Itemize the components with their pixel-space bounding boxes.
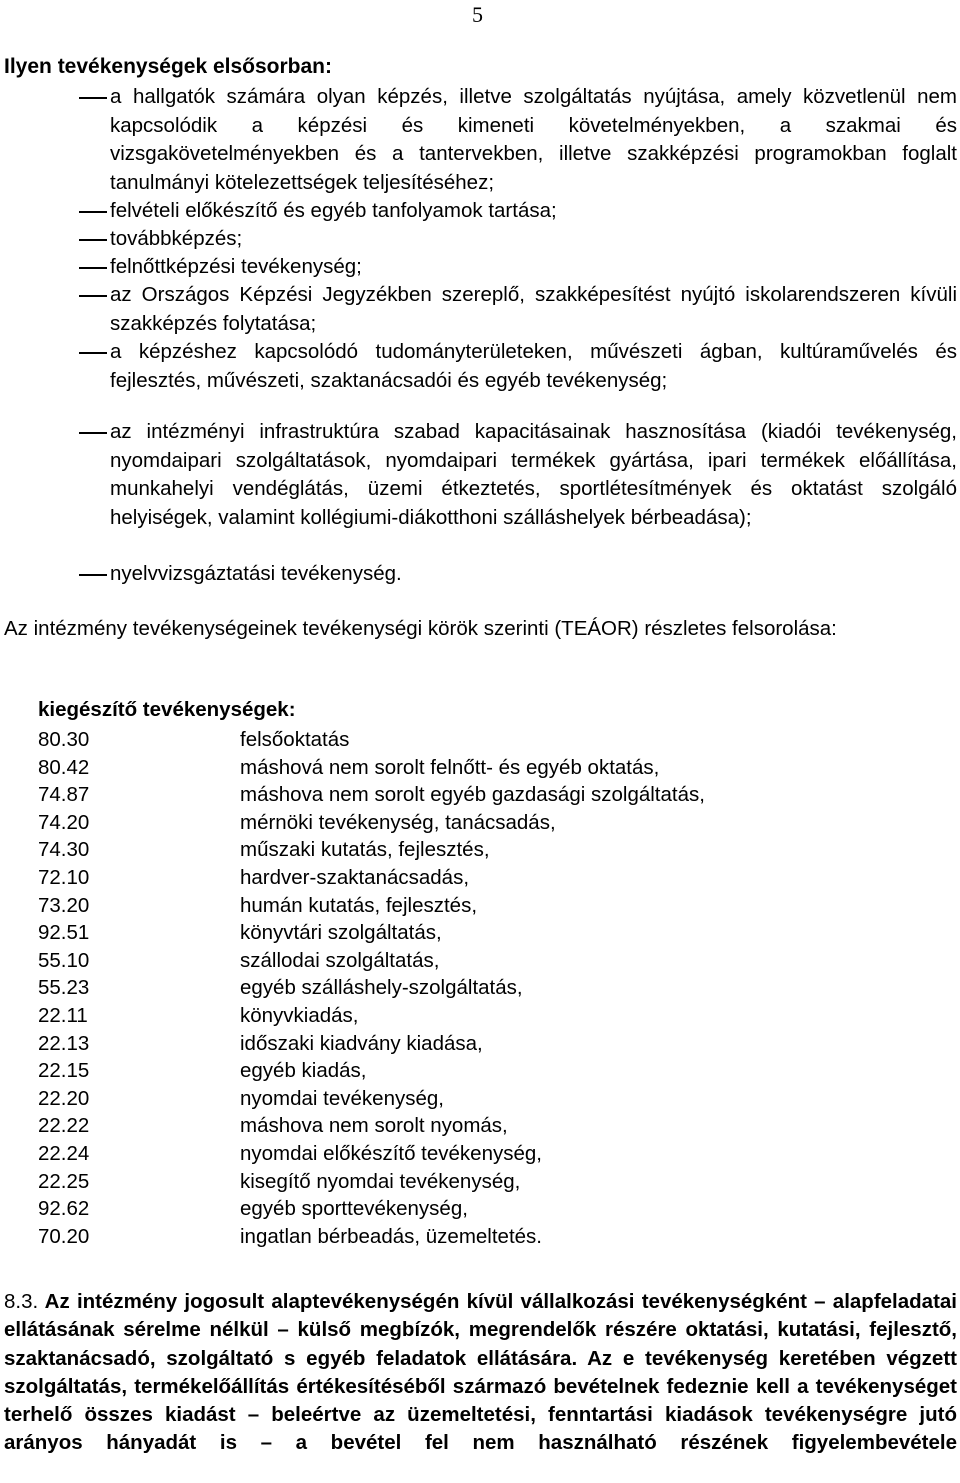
dash-icon <box>79 352 107 354</box>
activity-description: máshová nem sorolt felnőtt- és egyéb oktatás, <box>240 755 660 779</box>
activity-code: 73.20 <box>38 893 90 917</box>
dash-icon <box>79 211 107 213</box>
activity-code: 74.87 <box>38 783 90 807</box>
activity-description: nyomdai tevékenység, <box>240 1086 444 1110</box>
list-item-text: az intézményi infrastruktúra szabad kapacitásainak hasznosítása (kiadói tevékenység, nyomdaipari szolgáltatások, nyomdaipari termékek gyártása, ipari termékek előállítása, munkahelyi vendéglátás, üzemi étkeztetés, sportlétesítmények és oktatást szolgáló helyiségek, valamint kollégiumi-diákotthoni szálláshelyek bérbeadása); <box>110 420 957 529</box>
dash-icon <box>79 432 107 434</box>
activity-description: egyéb kiadás, <box>240 1059 367 1083</box>
dash-icon <box>79 295 107 297</box>
page-number: 5 <box>472 2 483 27</box>
activity-description: felsőoktatás <box>240 728 350 751</box>
activity-description: egyéb szálláshely-szolgáltatás, <box>240 976 523 1000</box>
section-number: 8.3. <box>4 1290 39 1313</box>
activity-code: 92.62 <box>38 1197 90 1221</box>
list-item-text: felvételi előkészítő és egyéb tanfolyamok tartása; <box>110 199 557 222</box>
section-text: Az intézmény jogosult alaptevékenységén kívül vállalkozási tevékenységként – alapfeladatai ellátásának sérelme nélkül – külső megbízók, megrendelők részére oktatási, kutatási, fejlesztő, szaktanácsadó, szolgáltató s egyéb feladatok ellátására. Az e tevékenység keretében végzett szolgáltatás, termékelőállítás értékesítéséből származó bevételnek fedeznie kell a tevékenységet terhelő összes kiadást – beleértve az üzemeltetési, fenntartási kiadások tevékenységre jutó arányos hányadát is – a bevétel fel nem használható részének figyelembevétele <box>4 1290 957 1455</box>
activity-code: 22.22 <box>38 1114 90 1138</box>
activity-code: 92.51 <box>38 921 90 945</box>
dash-icon <box>79 574 107 576</box>
activity-description: máshova nem sorolt nyomás, <box>240 1114 508 1138</box>
activity-description: mérnöki tevékenység, tanácsadás, <box>240 810 556 834</box>
activity-description: hardver-szaktanácsadás, <box>240 866 470 889</box>
activity-description: ingatlan bérbeadás, üzemeltetés. <box>240 1224 543 1248</box>
section-8-3 <box>4 1288 957 1458</box>
supplementary-heading: kiegészítő tevékenységek: <box>38 698 296 721</box>
activity-code: 22.20 <box>38 1086 90 1110</box>
activity-code: 74.20 <box>38 810 90 834</box>
list-item-text: nyelvvizsgáztatási tevékenység. <box>110 562 402 585</box>
section-heading: Ilyen tevékenységek elsősorban: <box>4 55 332 78</box>
activity-code: 22.13 <box>38 1031 90 1055</box>
activity-description: máshova nem sorolt egyéb gazdasági szolgáltatás, <box>240 783 705 807</box>
activity-description: könyvtári szolgáltatás, <box>240 921 442 945</box>
activity-code: 22.11 <box>38 1004 88 1027</box>
activity-description: műszaki kutatás, fejlesztés, <box>240 838 490 862</box>
activity-description: humán kutatás, fejlesztés, <box>240 893 478 917</box>
activity-description: könyvkiadás, <box>240 1004 359 1027</box>
activity-description: időszaki kiadvány kiadása, <box>240 1031 483 1055</box>
activity-code: 70.20 <box>38 1224 90 1248</box>
dash-icon <box>79 239 107 241</box>
dash-icon <box>79 267 107 269</box>
activity-code: 74.30 <box>38 838 90 862</box>
dash-icon <box>79 97 107 99</box>
activity-code: 55.23 <box>38 976 90 1000</box>
activity-code: 22.15 <box>38 1059 90 1083</box>
list-item-text: a hallgatók számára olyan képzés, illetve szolgáltatás nyújtása, amely közvetlenül nem kapcsolódik a képzési és kimeneti követelményekben, a szakmai és vizsgakövetelményekben és a tantervekben, illetve szakképzési programokban foglalt tanulmányi kötelezettségek teljesítéséhez; <box>110 85 957 194</box>
activity-code: 72.10 <box>38 866 90 889</box>
list-item-text: az Országos Képzési Jegyzékben szereplő, szakképesítést nyújtó iskolarendszeren kívüli szakképzés folytatása; <box>110 283 957 335</box>
list-item-text: továbbképzés; <box>110 227 243 250</box>
list-item-text: a képzéshez kapcsolódó tudományterületeken, művészeti ágban, kultúraművelés és fejlesztés, művészeti, szaktanácsadói és egyéb tevékenység; <box>110 340 957 392</box>
teaor-intro: Az intézmény tevékenységeinek tevékenységi körök szerinti (TEÁOR) részletes felsorolása: <box>4 617 837 640</box>
activity-code: 80.42 <box>38 755 90 779</box>
activity-description: egyéb sporttevékenység, <box>240 1197 468 1221</box>
activity-description: nyomdai előkészítő tevékenység, <box>240 1142 542 1165</box>
activity-code: 55.10 <box>38 948 90 972</box>
activity-description: kisegítő nyomdai tevékenység, <box>240 1169 521 1193</box>
activity-description: szállodai szolgáltatás, <box>240 948 440 972</box>
activity-code: 22.25 <box>38 1169 90 1193</box>
activity-code: 22.24 <box>38 1142 90 1165</box>
activity-code: 80.30 <box>38 728 90 751</box>
list-item-text: felnőttképzési tevékenység; <box>110 255 362 278</box>
